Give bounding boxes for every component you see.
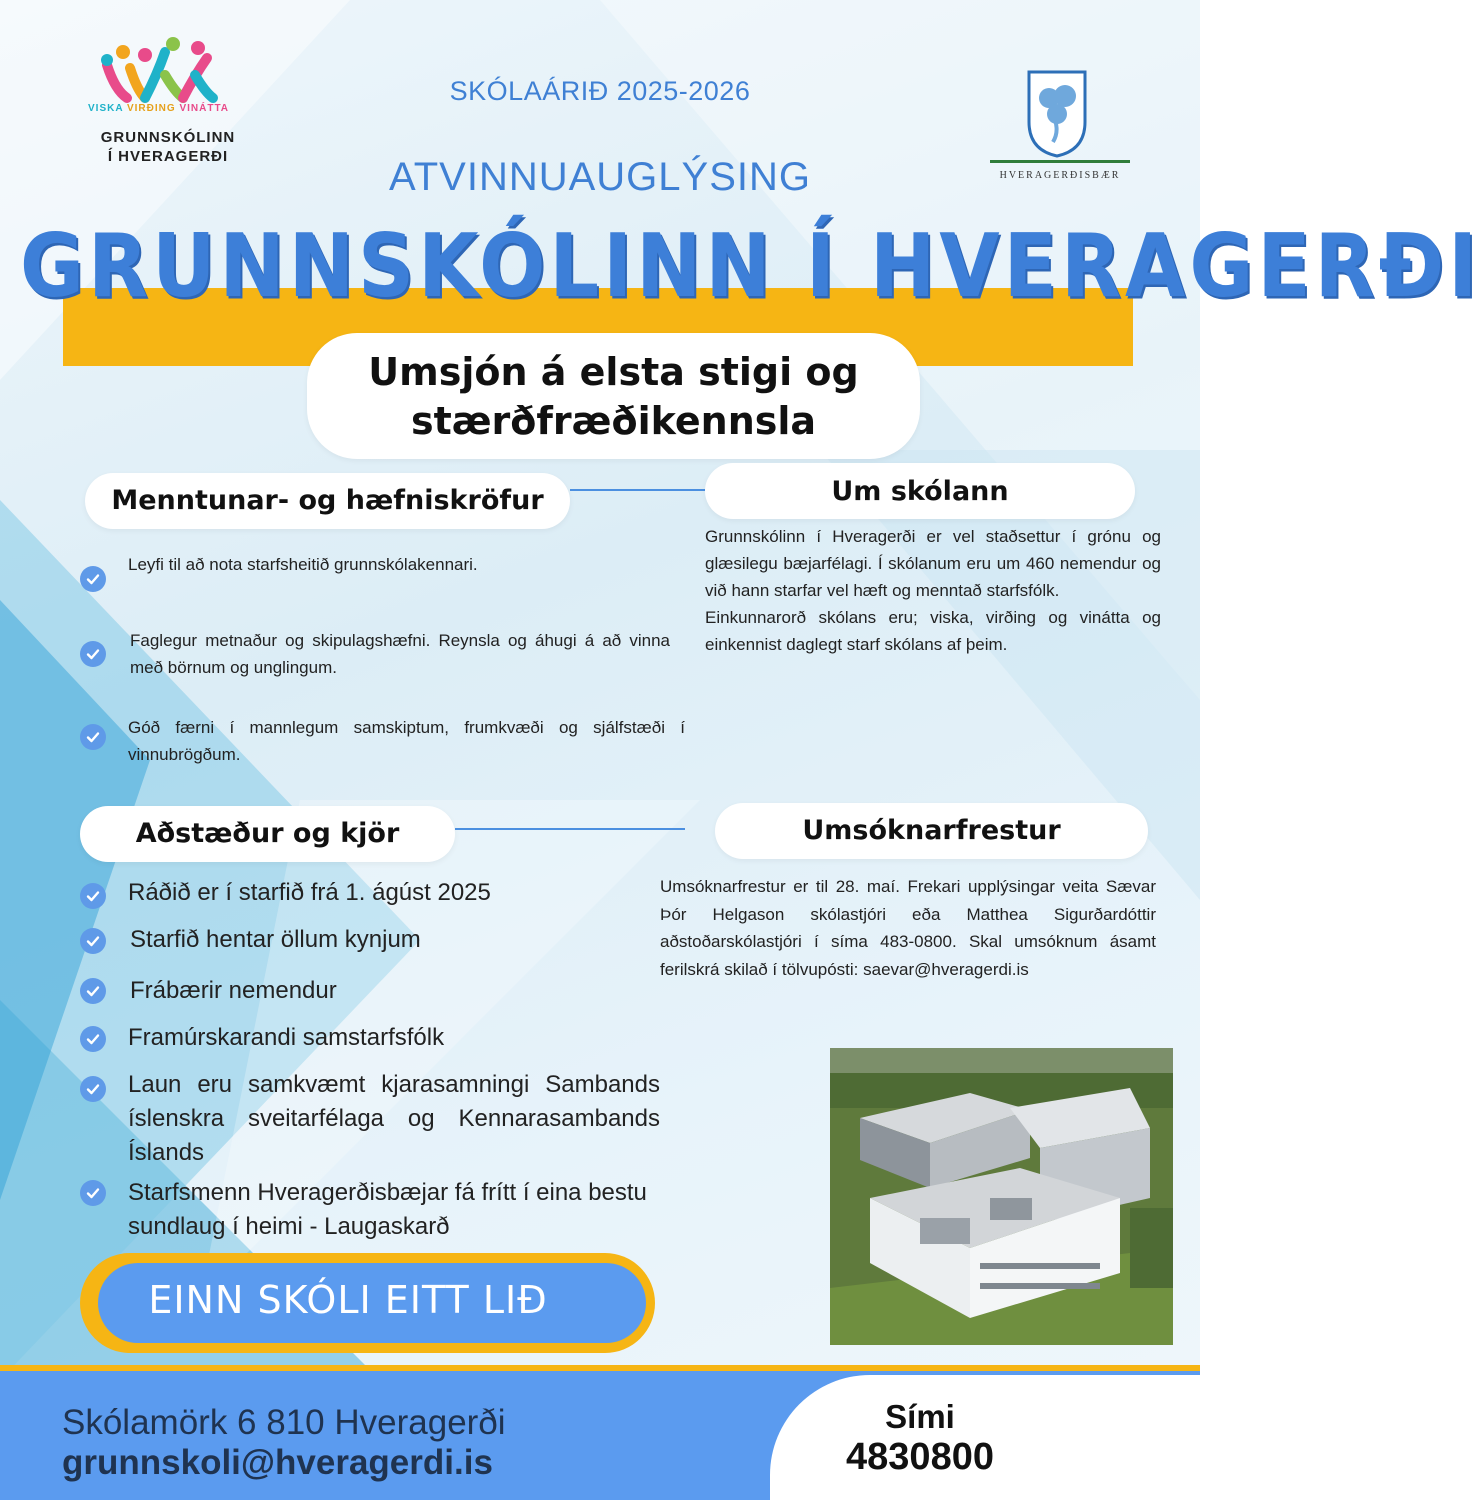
condition-item: Starfsmenn Hveragerðisbæjar fá frítt í eina bestu sundlaug í heimi - Laugaskarð: [128, 1179, 647, 1240]
check-icon: [80, 978, 106, 1004]
ad-title: ATVINNUAUGLÝSING: [389, 155, 811, 199]
check-icon: [80, 928, 106, 954]
requirement-item: Leyfi til að nota starfsheitið grunnskólakennari.: [128, 555, 478, 574]
requirement-item: Faglegur metnaður og skipulagshæfni. Reynsla og áhugi á að vinna með börnum og unglingum.: [130, 631, 670, 677]
conditions-title: Aðstæður og kjör: [135, 818, 400, 849]
school-building-photo: [830, 1048, 1173, 1345]
deadline-text: Umsóknarfrestur er til 28. maí. Frekari upplýsingar veita Sævar Þór Helgason skólastjóri eða Matthea Sigurðardóttir aðstoðarskólastjóri í síma 483-0800. Skal umsóknum ásamt ferilskrá skilað í tölvupósti: saevar@hveragerdi.is: [660, 877, 1156, 979]
conditions-connector: [455, 828, 685, 830]
check-icon: [80, 1076, 106, 1102]
job-title: Umsjón á elsta stigi og stærðfræðikennsla: [368, 350, 859, 443]
school-year: SKÓLAÁRIÐ 2025-2026: [449, 76, 751, 106]
address: Skólamörk 6 810 Hveragerði: [62, 1403, 506, 1442]
condition-item: Starfið hentar öllum kynjum: [130, 926, 421, 953]
logo-name: GRUNNSKÓLINN Í HVERAGERÐI: [100, 129, 236, 165]
check-icon: [80, 566, 106, 592]
town-name: HVERAGERÐISBÆR: [999, 170, 1121, 181]
condition-item: Laun eru samkvæmt kjarasamningi Sambands íslenskra sveitarfélaga og Kennarasambands Íslands: [128, 1071, 660, 1166]
check-icon: [80, 724, 106, 750]
phone-label: Sími: [885, 1398, 955, 1435]
phone-number[interactable]: 4830800: [846, 1436, 994, 1478]
check-icon: [80, 1180, 106, 1206]
condition-item: Framúrskarandi samstarfsfólk: [128, 1024, 445, 1051]
school-title: GRUNNSKÓLINN Í HVERAGERÐI: [20, 216, 1481, 318]
email-link[interactable]: grunnskoli@hveragerdi.is: [62, 1443, 493, 1482]
condition-item: Ráðið er í starfið frá 1. ágúst 2025: [128, 879, 491, 906]
check-icon: [80, 641, 106, 667]
requirements-title: Menntunar- og hæfniskröfur: [111, 485, 544, 516]
deadline-title: Umsóknarfrestur: [802, 815, 1061, 846]
about-title: Um skólann: [831, 476, 1009, 507]
check-icon: [80, 1026, 106, 1052]
crest-underline: [990, 160, 1130, 163]
about-text: Grunnskólinn í Hveragerði er vel staðsettur í grónu og glæsilegu bæjarfélagi. Í skólanum eru um 460 nemendur og við hann starfar vel hæft og menntað starfsfólk. Einkunnarorð skólans eru; viska, virðing og vinátta og einkennist daglegt starf skólans af þeim.: [705, 527, 1161, 654]
logo-motto: VISKA VIRÐING VINÁTTA: [88, 103, 230, 114]
requirement-item: Góð færni í mannlegum samskiptum, frumkvæði og sjálfstæði í vinnubrögðum.: [128, 718, 685, 764]
requirements-connector: [570, 489, 705, 491]
town-crest-icon: [1025, 70, 1089, 158]
slogan: EINN SKÓLI EITT LIÐ: [148, 1278, 548, 1322]
check-icon: [80, 883, 106, 909]
condition-item: Frábærir nemendur: [130, 977, 337, 1004]
